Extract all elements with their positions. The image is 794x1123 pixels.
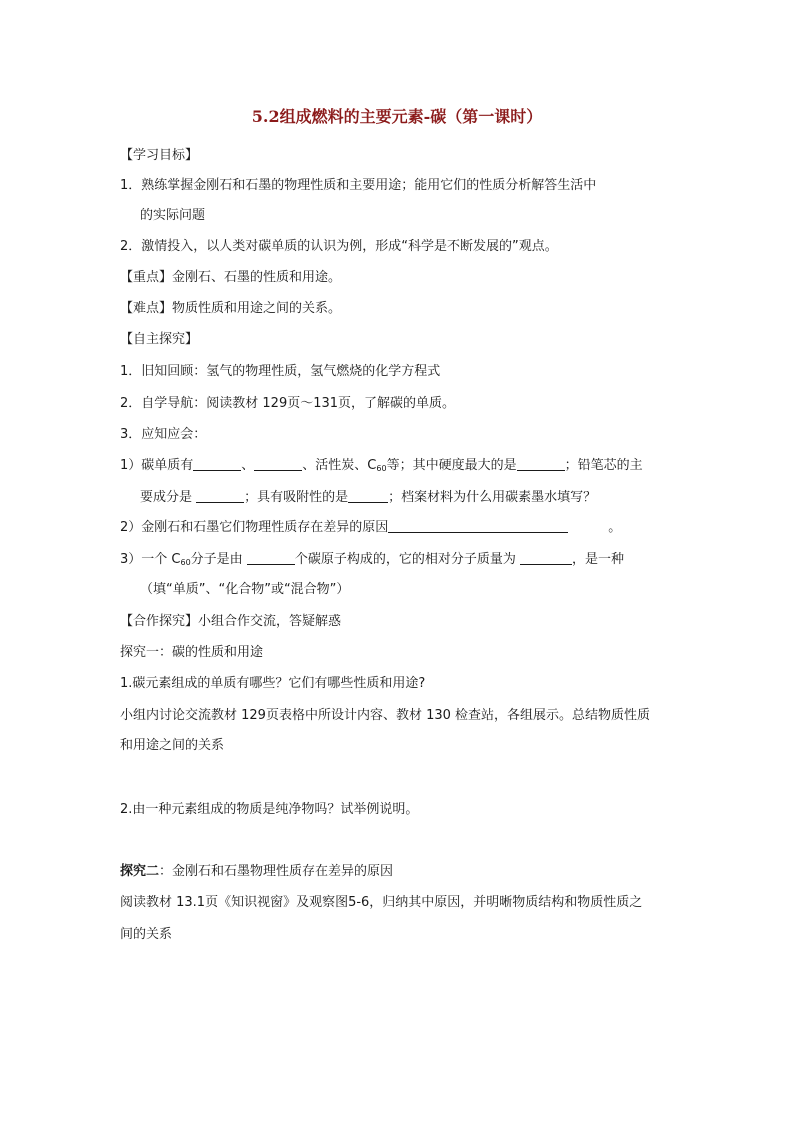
q1-b-prefix: 要成分是 bbox=[140, 490, 197, 505]
q1-end: ；铅笔芯的主 bbox=[564, 458, 643, 473]
explore-2-task-line-1: 阅读教材 13.1页《知识视窗》及观察图5-6，归纳其中原因，并明晰物质结构和物质性质之 bbox=[120, 895, 643, 910]
q3-mid2: 个碳原子构成的，它的相对分子质量为 bbox=[294, 552, 520, 567]
question-2 bbox=[120, 518, 621, 538]
answer-blank[interactable] bbox=[254, 457, 302, 471]
q3-prefix: 3）一个 C bbox=[120, 552, 181, 567]
q1-b-mid: ；具有吸附性的是 bbox=[244, 490, 349, 505]
answer-blank[interactable] bbox=[196, 489, 244, 503]
explore-2-title bbox=[120, 862, 393, 882]
c60-subscript: 60 bbox=[376, 464, 387, 473]
answer-blank[interactable] bbox=[348, 489, 388, 503]
question-1-line-2 bbox=[140, 488, 596, 508]
answer-blank[interactable] bbox=[247, 551, 295, 565]
q1-prefix: 1）碳单质有 bbox=[120, 458, 194, 473]
q1-sep: 、 bbox=[241, 458, 255, 473]
question-1-line-1 bbox=[120, 456, 643, 479]
goal-item-1-cont: 的实际问题 bbox=[140, 208, 206, 223]
q2-prefix: 2）金刚石和石墨它们物理性质存在差异的原因 bbox=[120, 520, 389, 535]
explore-1-title: 探究一：碳的性质和用途 bbox=[120, 645, 264, 660]
page-title: 5.2组成燃料的主要元素-碳（第一课时） bbox=[251, 107, 543, 126]
c60-subscript: 60 bbox=[180, 558, 191, 567]
key-point: 【重点】金刚石、石墨的性质和用途。 bbox=[120, 270, 342, 285]
learning-goals-heading: 【学习目标】 bbox=[120, 148, 199, 163]
cooperation-heading: 【合作探究】小组合作交流，答疑解惑 bbox=[120, 614, 342, 629]
answer-blank[interactable] bbox=[520, 551, 572, 565]
difficulty: 【难点】物质性质和用途之间的关系。 bbox=[120, 301, 342, 316]
explore-2-task-line-2: 间的关系 bbox=[120, 927, 173, 942]
self-study-item-3: 3．应知应会： bbox=[120, 427, 207, 442]
answer-blank[interactable] bbox=[517, 457, 565, 471]
explore-2-label: 探究二 bbox=[120, 864, 160, 879]
q3-end: ，是一种 bbox=[571, 552, 624, 567]
q3-mid1: 分子是由 bbox=[190, 552, 247, 567]
explore-1-question-1: 1.碳元素组成的单质有哪些？它们有哪些性质和用途? bbox=[120, 676, 426, 691]
self-study-heading: 【自主探究】 bbox=[120, 332, 199, 347]
self-study-item-2: 2．自学导航：阅读教材 129页～131页，了解碳的单质。 bbox=[120, 396, 456, 411]
explore-1-task-line-1: 小组内讨论交流教材 129页表格中所设计内容、教材 130 检查站，各组展示。总结物质性质 bbox=[120, 708, 651, 723]
question-3-note: （填“单质”、“化合物”或“混合物”） bbox=[140, 582, 350, 597]
goal-item-1: 1．熟练掌握金刚石和石墨的物理性质和主要用途；能用它们的性质分析解答生活中 bbox=[120, 178, 597, 193]
answer-blank[interactable] bbox=[193, 457, 241, 471]
explore-2-title-text: ：金刚石和石墨物理性质存在差异的原因 bbox=[159, 864, 394, 879]
goal-item-2: 2．激情投入，以人类对碳单质的认识为例，形成“科学是不断发展的”观点。 bbox=[120, 239, 558, 254]
q1-b-end: ；档案材料为什么用碳素墨水填写？ bbox=[388, 490, 597, 505]
self-study-item-1: 1．旧知回顾：氢气的物理性质，氢气燃烧的化学方程式 bbox=[120, 364, 441, 379]
answer-blank[interactable] bbox=[388, 519, 568, 533]
q1-mid2: 等；其中硬度最大的是 bbox=[386, 458, 517, 473]
q1-mid: 、活性炭、C bbox=[302, 458, 377, 473]
explore-1-task-line-2: 和用途之间的关系 bbox=[120, 738, 225, 753]
q2-suffix: 。 bbox=[608, 520, 622, 535]
explore-1-question-2: 2.由一种元素组成的物质是纯净物吗？试举例说明。 bbox=[120, 802, 419, 817]
question-3 bbox=[120, 550, 624, 573]
